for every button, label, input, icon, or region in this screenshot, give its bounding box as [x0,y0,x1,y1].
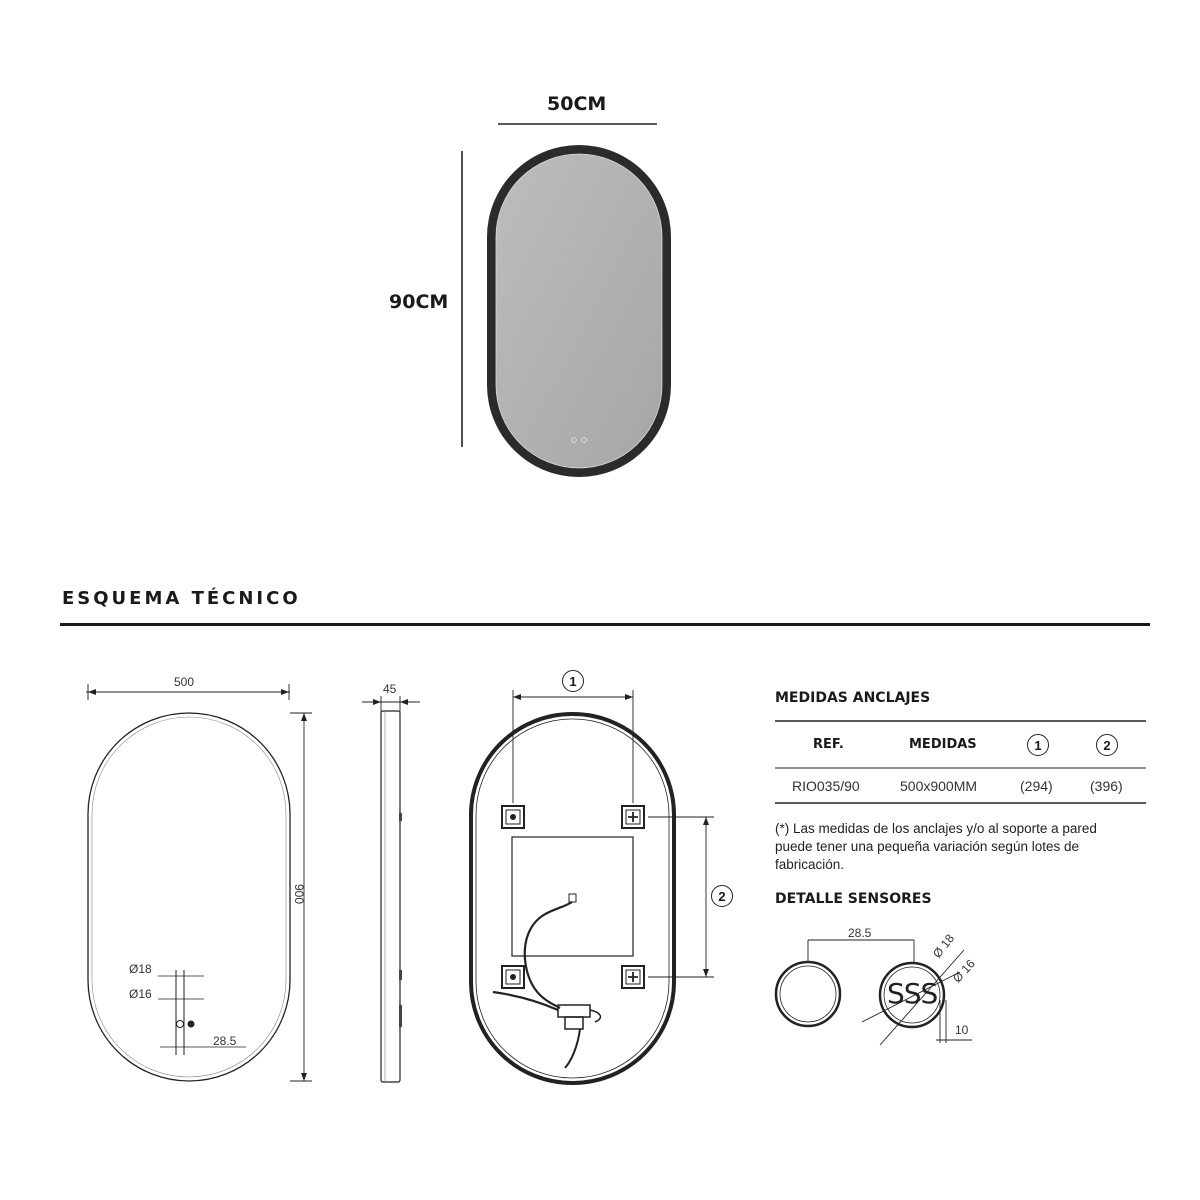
width-label: 50CM [547,93,607,115]
front-view [86,684,312,1081]
sensor-detail-spacing: 28.5 [848,926,872,940]
anchors-note: (*) Las medidas de los anclajes y/o al soporte a pared puede tener una pequeña variación según lotes de fabricación. [775,821,1097,872]
sensor-detail-d18: Ø 18 [930,931,958,961]
front-width-label: 500 [174,675,195,689]
table-cell-anchor-2: (396) [1090,778,1123,794]
table-header-ref: REF. [813,737,844,752]
wall-anchor [622,966,644,988]
section-divider [60,623,1150,626]
front-height-label: 900 [292,884,306,905]
anchor-marker-2: 2 [711,885,733,907]
sensor-glyph: SSS [887,977,938,1010]
sensors-title: DETALLE SENSORES [775,891,932,907]
wall-anchor [502,806,524,828]
height-label: 90CM [389,291,449,313]
anchor-marker-1: 1 [562,670,584,692]
table-header-marker-2: 2 [1096,734,1118,756]
side-view [362,696,420,1082]
sensor-detail-offset: 10 [955,1023,969,1037]
anchors-table-title: MEDIDAS ANCLAJES [775,690,931,706]
back-view [471,690,714,1083]
depth-label: 45 [383,682,397,696]
wall-anchor [622,806,644,828]
sensor-d18-label: Ø18 [129,962,152,976]
sensor-detail-d16: Ø 16 [950,956,978,986]
wall-anchor [502,966,524,988]
table-cell-medidas: 500x900MM [900,778,978,794]
mirror-render [487,145,671,477]
sensor-d16-label: Ø16 [129,987,152,1001]
sensor-spacing-label: 28.5 [213,1034,237,1048]
table-cell-ref: RIO035/90 [792,778,860,794]
section-title: ESQUEMA TÉCNICO [62,588,301,609]
table-header-medidas: MEDIDAS [909,737,977,752]
table-cell-anchor-1: (294) [1020,778,1053,794]
table-header-marker-1: 1 [1027,734,1049,756]
